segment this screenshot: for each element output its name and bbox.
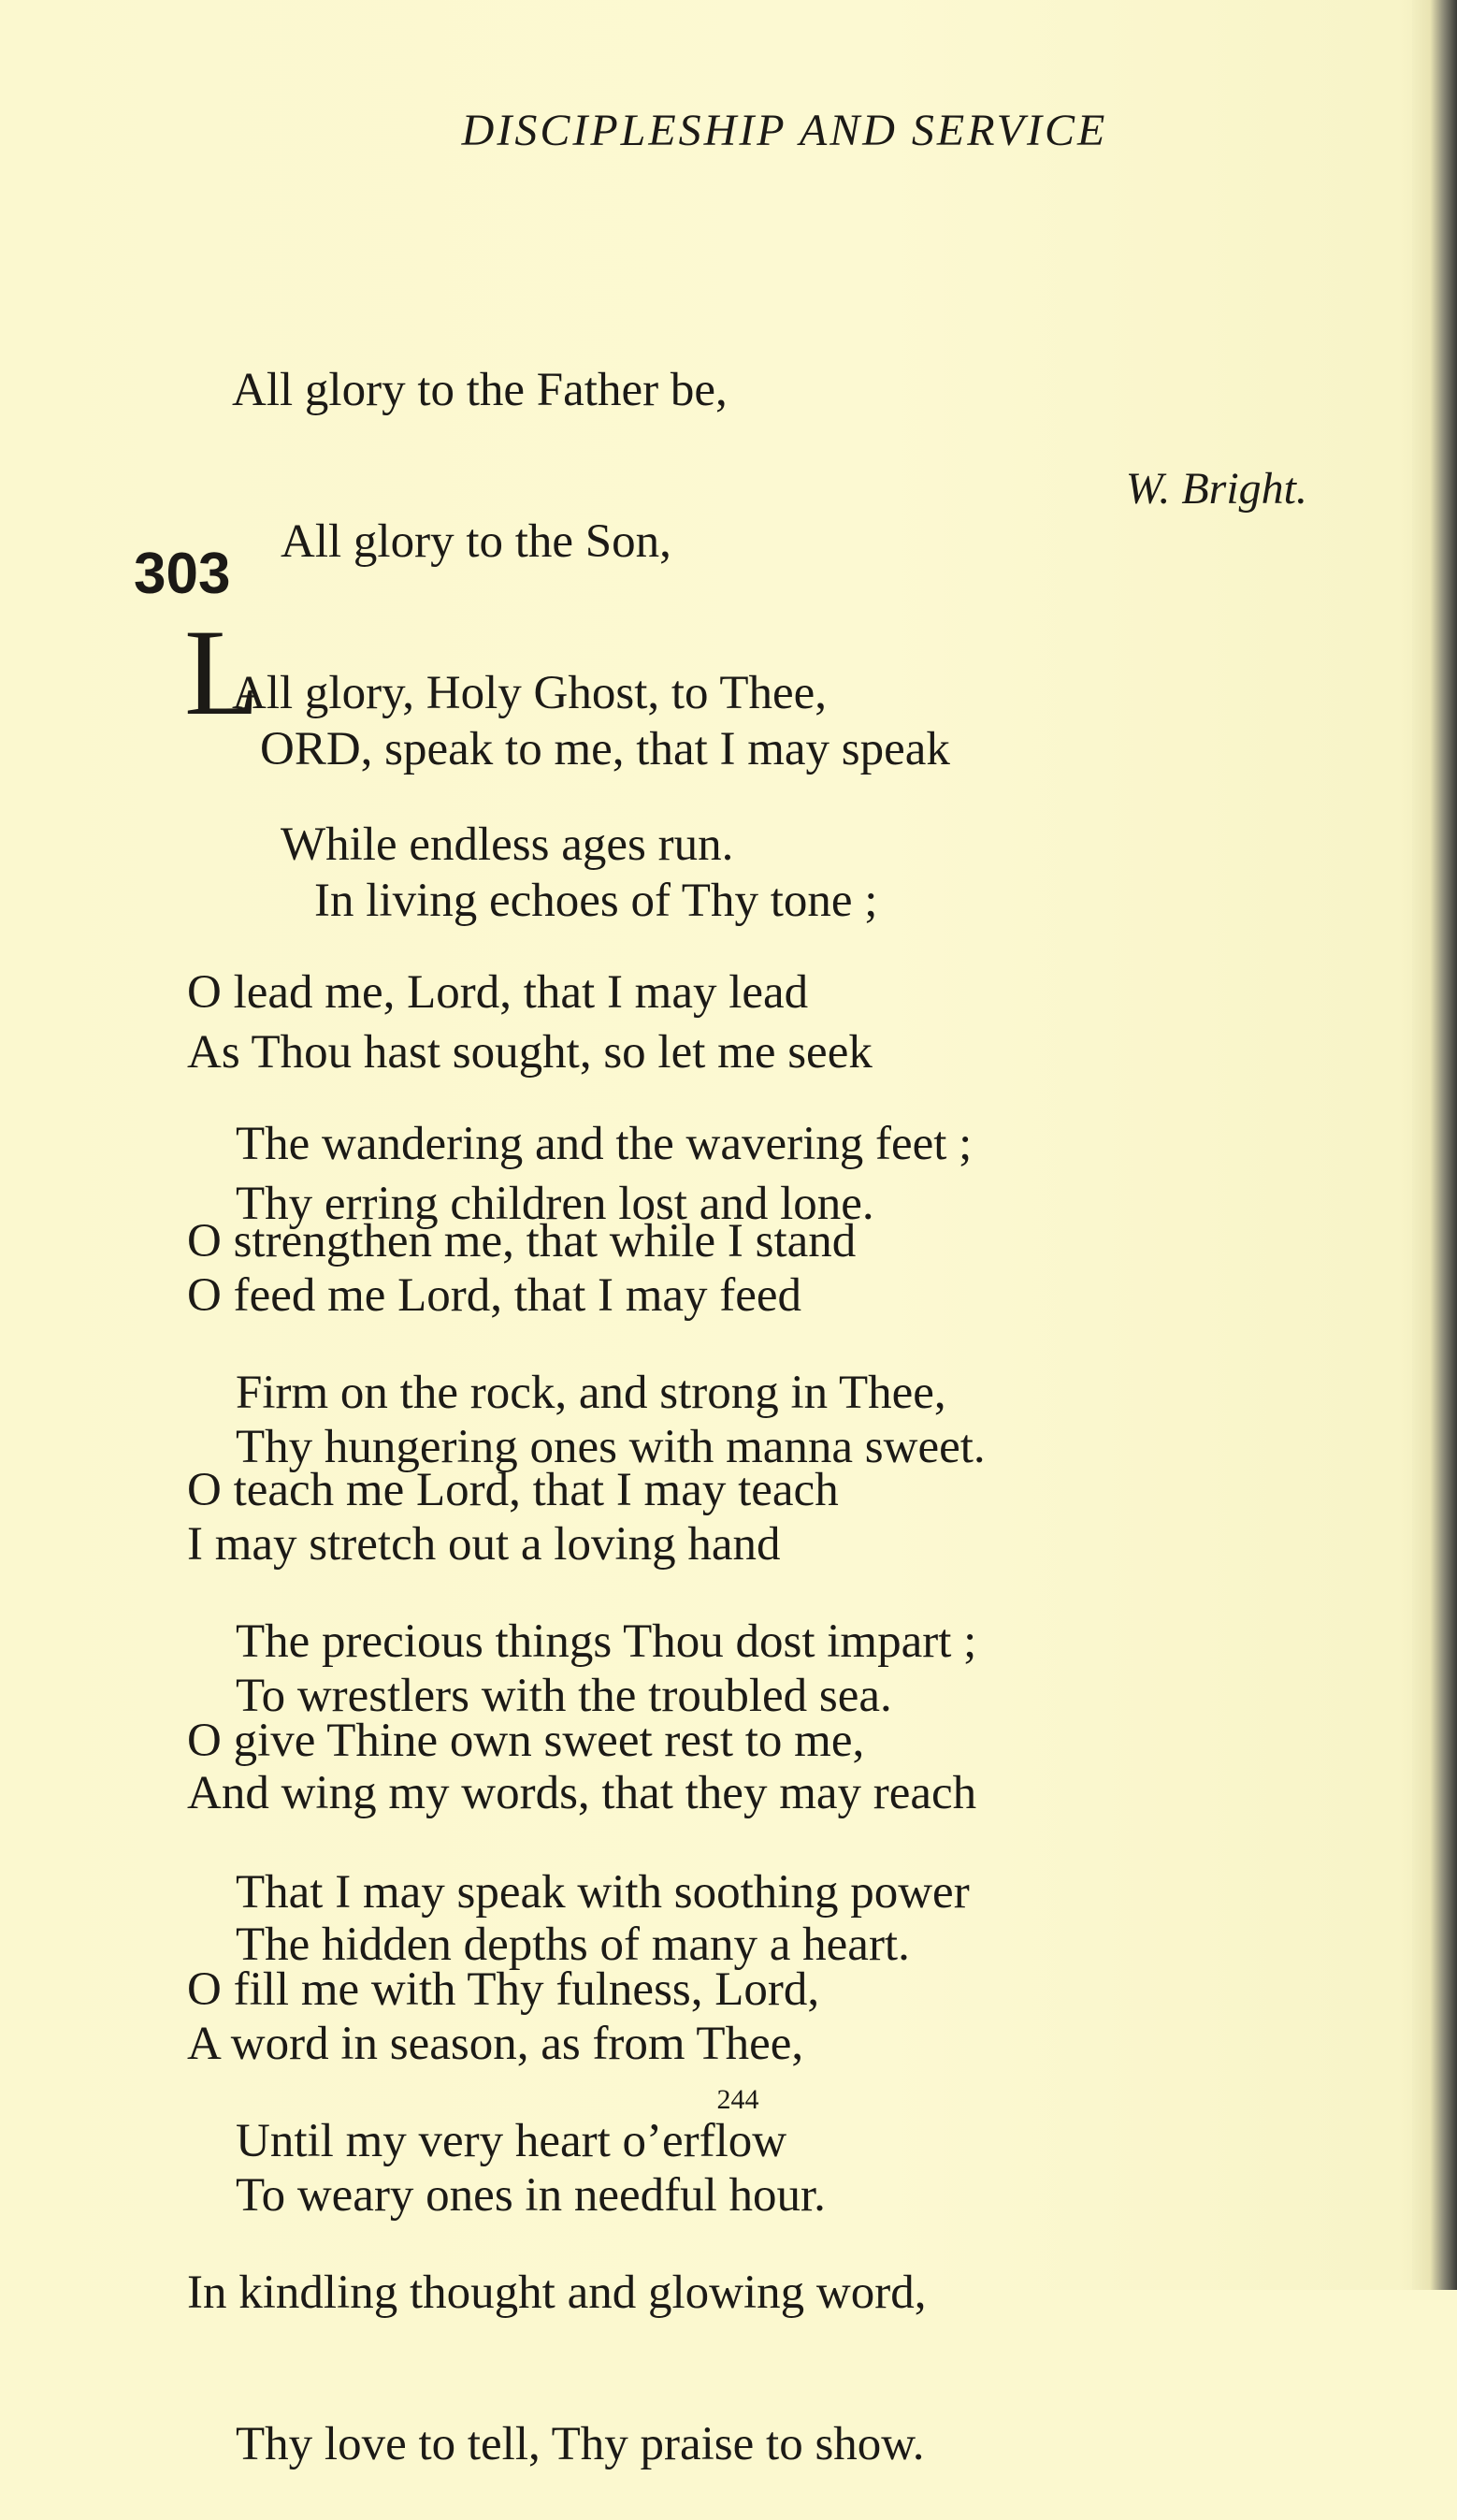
hymn-line: Thy love to tell, Thy praise to show. <box>236 2418 925 2470</box>
hymn-stanza-6 <box>187 1863 926 2520</box>
hymn-line: In living echoes of Thy tone ; <box>314 875 878 927</box>
hymn-line: Thy erring children lost and lone. <box>236 1178 874 1230</box>
hymn-line: And wing my words, that they may reach <box>187 1767 977 1819</box>
page-binding-edge <box>1412 0 1457 2290</box>
page-number: 244 <box>716 2084 759 2115</box>
hymn-line: Until my very heart o’erflow <box>236 2115 787 2167</box>
hymn-number: 303 <box>134 542 231 606</box>
doxology-line: All glory to the Father be, <box>232 364 728 416</box>
doxology-line: While endless ages run. <box>281 818 734 871</box>
hymn-line: O lead me, Lord, that I may lead <box>187 966 809 1019</box>
hymn-line: Thy hungering ones with manna sweet. <box>236 1421 986 1473</box>
doxology-line: All glory, Holy Ghost, to Thee, <box>232 667 828 719</box>
hymn-line: The hidden depths of many a heart. <box>236 1919 910 1971</box>
hymn-line: Firm on the rock, and strong in Thee, <box>236 1367 946 1419</box>
doxology-line: All glory to the Son, <box>281 515 671 568</box>
hymn-line: As Thou hast sought, so let me seek <box>187 1026 873 1079</box>
author-attribution: W. Bright. <box>1125 464 1307 514</box>
hymn-line: The precious things Thou dost impart ; <box>236 1615 977 1668</box>
hymn-line: To wrestlers with the troubled sea. <box>236 1670 892 1722</box>
hymn-line: O give Thine own sweet rest to me, <box>187 1715 865 1767</box>
hymn-line: O teach me Lord, that I may teach <box>187 1464 839 1516</box>
hymn-line: I may stretch out a loving hand <box>187 1518 781 1571</box>
hymn-line: O fill me with Thy fulness, Lord, <box>187 1963 820 2016</box>
hymn-line: O feed me Lord, that I may feed <box>187 1269 802 1322</box>
hymn-line: To weary ones in needful hour. <box>236 2169 826 2222</box>
hymn-line: In kindling thought and glowing word, <box>187 2267 927 2319</box>
running-head: DISCIPLESHIP AND SERVICE <box>461 106 1108 155</box>
hymn-line: O strengthen me, that while I stand <box>187 1215 857 1267</box>
hymn-line: A word in season, as from Thee, <box>187 2018 804 2070</box>
hymn-line: The wandering and the wavering feet ; <box>236 1118 973 1170</box>
drop-cap: L <box>184 603 260 741</box>
hymn-line: ORD, speak to me, that I may speak <box>260 723 950 775</box>
hymn-line: That I may speak with soothing power <box>236 1866 970 1919</box>
